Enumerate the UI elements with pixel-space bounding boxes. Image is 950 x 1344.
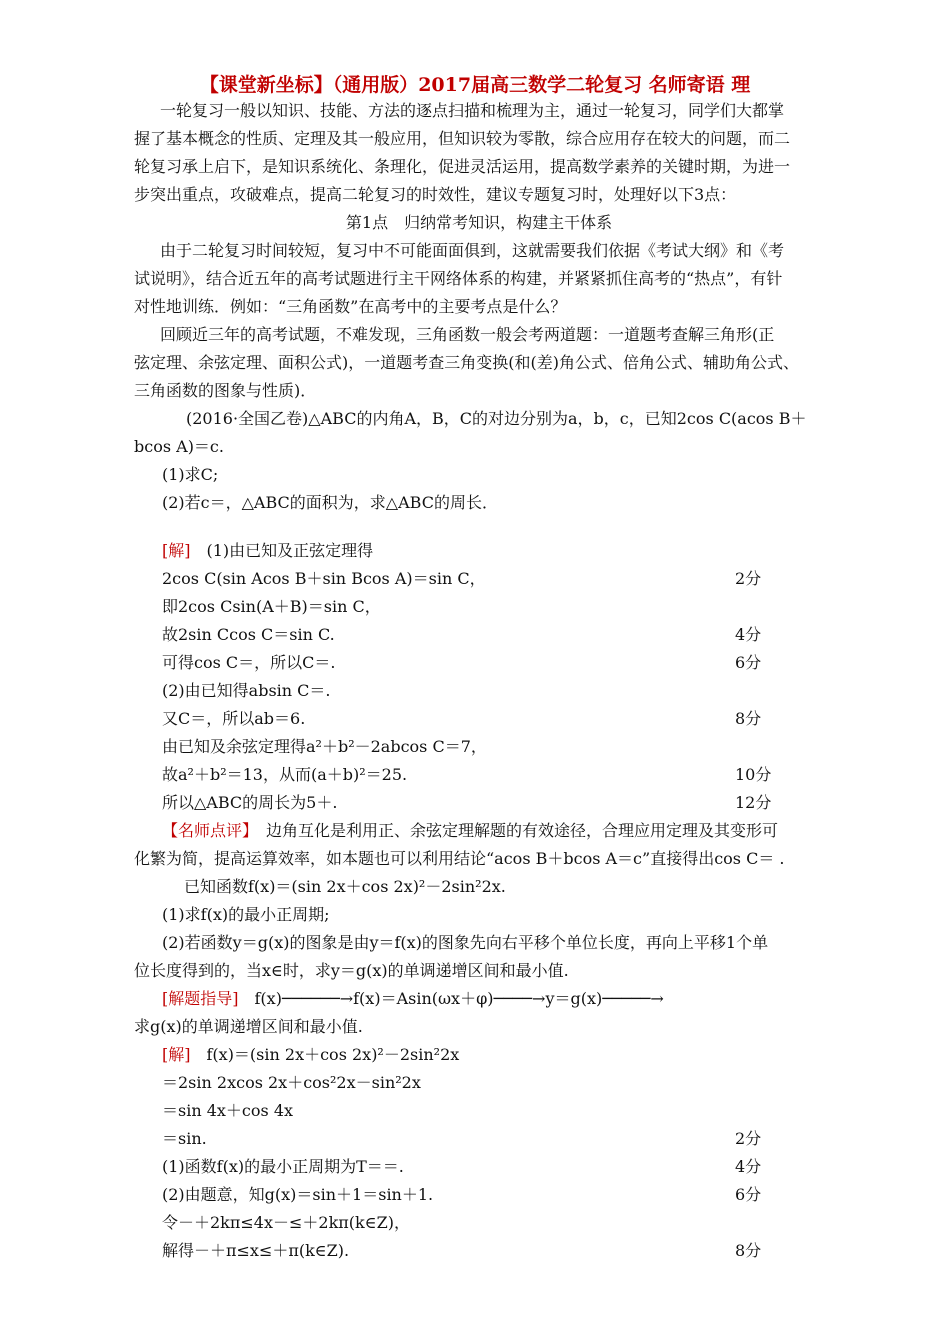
problem2-question-1: (1)求f(x)的最小正周期; bbox=[162, 905, 330, 924]
guide-text: f(x)──────→f(x)＝Asin(ωx＋φ)────→y＝g(x)─────→ bbox=[238, 989, 664, 1008]
solution1-step: 所以△ABC的周长为5＋. bbox=[162, 793, 338, 812]
guide-line-1 bbox=[162, 988, 852, 1010]
score-label: 8分 bbox=[735, 1241, 762, 1260]
solution2-step: 令－＋2kπ≤4x－≤＋2kπ(k∈Z)， bbox=[162, 1213, 410, 1232]
guide-tag: [解题指导] bbox=[162, 989, 239, 1008]
solution1-step: (2)由已知得absin C＝. bbox=[162, 681, 331, 700]
solution1-step: 故a²＋b²＝13，从而(a＋b)²＝25. bbox=[162, 765, 408, 784]
intro-line-1: 一轮复习一般以知识、技能、方法的逐点扫描和梳理为主，通过一轮复习，同学们大都掌 bbox=[160, 101, 785, 120]
section-title: 第1点 归纳常考知识，构建主干体系 bbox=[345, 213, 613, 232]
solution1-step: 又C＝，所以ab＝6. bbox=[162, 709, 306, 728]
para2-line-3: 三角函数的图象与性质)． bbox=[134, 381, 317, 400]
problem2-question-2a: (2)若函数y＝g(x)的图象是由y＝f(x)的图象先向右平移个单位长度，再向上平移1个单 bbox=[162, 933, 769, 952]
comment-line-2: 化繁为简，提高运算效率，如本题也可以利用结论“acos B＋bcos A＝c”直接得出cos C＝ . bbox=[134, 849, 785, 868]
solution1-heading bbox=[162, 540, 852, 562]
score-label: 4分 bbox=[735, 625, 762, 644]
score-label: 8分 bbox=[735, 709, 762, 728]
solution1-step: 可得cos C＝，所以C＝. bbox=[162, 653, 336, 672]
problem1-question-1: (1)求C; bbox=[162, 465, 219, 484]
para1-line-3: 对性地训练．例如：“三角函数”在高考中的主要考点是什么？ bbox=[134, 297, 567, 316]
para1-line-1: 由于二轮复习时间较短，复习中不可能面面俱到，这就需要我们依据《考试大纲》和《考 bbox=[160, 241, 785, 260]
solution2-step: ＝sin 4x＋cos 4x bbox=[162, 1101, 294, 1120]
problem2-question-2b: 位长度得到的，当x∈时，求y＝g(x)的单调递增区间和最小值. bbox=[134, 961, 569, 980]
problem1-line-1: (2016·全国乙卷)△ABC的内角A，B，C的对边分别为a，b，c，已知2cos C(acos B＋ bbox=[186, 409, 807, 428]
document-title: 【课堂新坐标】（通用版）2017届高三数学二轮复习 名师寄语 理 bbox=[199, 74, 751, 96]
comment-tag: 【名师点评】 bbox=[162, 821, 251, 840]
solution2-step: ＝sin. bbox=[162, 1129, 207, 1148]
solution-tag: [解] bbox=[162, 541, 191, 560]
intro-line-4: 步突出重点，攻破难点，提高二轮复习的时效性，建议专题复习时，处理好以下3点： bbox=[134, 185, 737, 204]
comment-line-1 bbox=[162, 820, 852, 842]
para2-line-1: 回顾近三年的高考试题，不难发现，三角函数一般会考两道题：一道题考查解三角形(正 bbox=[160, 325, 775, 344]
intro-line-3: 轮复习承上启下，是知识系统化、条理化，促进灵活运用，提高数学素养的关键时期，为进一 bbox=[134, 157, 791, 176]
para1-line-2: 试说明》，结合近五年的高考试题进行主干网络体系的构建，并紧紧抓住高考的“热点”，有针 bbox=[134, 269, 783, 288]
solution1-step: 故2sin Ccos C＝sin C. bbox=[162, 625, 335, 644]
solution2-first-line: f(x)＝(sin 2x＋cos 2x)²－2sin²2x bbox=[190, 1045, 460, 1064]
problem1-question-2: (2)若c＝，△ABC的面积为，求△ABC的周长． bbox=[162, 493, 498, 512]
score-label: 6分 bbox=[735, 653, 762, 672]
score-label: 12分 bbox=[735, 793, 772, 812]
solution-tag: [解] bbox=[162, 1045, 191, 1064]
score-label: 2分 bbox=[735, 1129, 762, 1148]
solution2-step: (1)函数f(x)的最小正周期为T＝＝. bbox=[162, 1157, 404, 1176]
solution2-step: 解得－＋π≤x≤＋π(k∈Z). bbox=[162, 1241, 350, 1260]
solution1-step: 2cos C(sin Acos B＋sin Bcos A)＝sin C， bbox=[162, 569, 486, 588]
score-label: 6分 bbox=[735, 1185, 762, 1204]
solution1-step: 由已知及余弦定理得a²＋b²－2abcos C＝7， bbox=[162, 737, 487, 756]
problem1-line-2: bcos A)＝c. bbox=[134, 437, 224, 456]
solution1-step: 即2cos Csin(A＋B)＝sin C， bbox=[162, 597, 381, 616]
solution2-step: (2)由题意，知g(x)＝sin＋1＝sin＋1. bbox=[162, 1185, 434, 1204]
solution1-first-line: (1)由已知及正弦定理得 bbox=[190, 541, 374, 560]
solution2-heading bbox=[162, 1044, 852, 1066]
comment-text: 边角互化是利用正、余弦定理解题的有效途径，合理应用定理及其变形可 bbox=[250, 821, 779, 840]
score-label: 2分 bbox=[735, 569, 762, 588]
problem2-line-1: 已知函数f(x)＝(sin 2x＋cos 2x)²－2sin²2x. bbox=[184, 877, 506, 896]
guide-line-2: 求g(x)的单调递增区间和最小值. bbox=[134, 1017, 363, 1036]
para2-line-2: 弦定理、余弦定理、面积公式)，一道题考查三角变换(和(差)角公式、倍角公式、辅助角公式、 bbox=[134, 353, 799, 372]
score-label: 4分 bbox=[735, 1157, 762, 1176]
solution2-step: ＝2sin 2xcos 2x＋cos²2x－sin²2x bbox=[162, 1073, 421, 1092]
score-label: 10分 bbox=[735, 765, 772, 784]
intro-line-2: 握了基本概念的性质、定理及其一般应用，但知识较为零散，综合应用存在较大的问题，而二 bbox=[134, 129, 791, 148]
